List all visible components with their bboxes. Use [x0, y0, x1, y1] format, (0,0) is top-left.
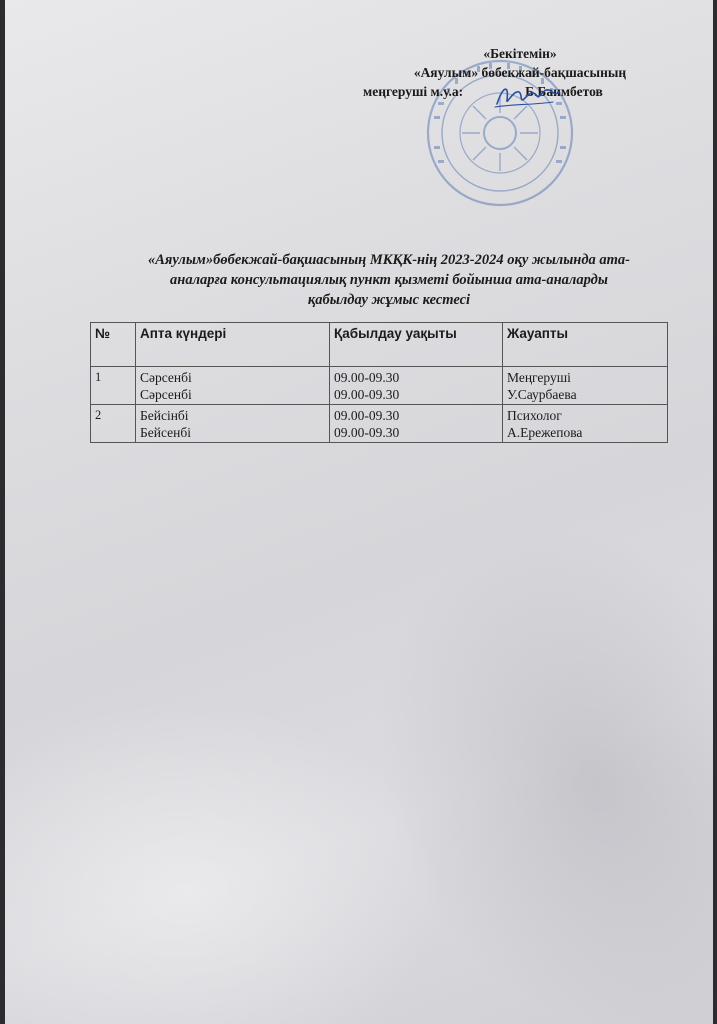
header-week-days: Апта күндері [136, 323, 330, 367]
schedule-table [90, 322, 668, 443]
row-number: 2 [91, 405, 136, 443]
document-title [100, 250, 678, 310]
header-number: № [91, 323, 136, 367]
approval-position: меңгеруші м.у.а: [363, 84, 464, 99]
header-reception-time: Қабылдау уақыты [330, 323, 503, 367]
table-row [91, 367, 668, 405]
day-value: Сәрсенбі [140, 387, 192, 402]
responsible-name: А.Ережепова [507, 425, 583, 440]
approval-heading: «Бекітемін» [483, 46, 557, 61]
row-days [136, 367, 330, 405]
day-value: Бейсінбі [140, 408, 189, 423]
paper-highlight [5, 700, 445, 1024]
responsible-name: У.Саурбаева [507, 387, 577, 402]
responsible-role: Психолог [507, 408, 562, 423]
header-responsible: Жауапты [503, 323, 668, 367]
row-responsible [503, 367, 668, 405]
approval-name: Б.Баимбетов [525, 84, 603, 99]
document-page [5, 0, 713, 1024]
time-value: 09.00-09.30 [334, 387, 400, 402]
time-value: 09.00-09.30 [334, 425, 400, 440]
approval-organization: «Аяулым» бөбекжай-бақшасының [413, 65, 627, 80]
row-number: 1 [91, 367, 136, 405]
row-times [330, 367, 503, 405]
table-header-row [91, 323, 668, 367]
day-value: Сәрсенбі [140, 370, 192, 385]
day-value: Бейсенбі [140, 425, 191, 440]
responsible-role: Меңгеруші [507, 370, 571, 385]
row-responsible [503, 405, 668, 443]
row-days [136, 405, 330, 443]
title-line-3: қабылдау жұмыс кестесі [307, 292, 471, 308]
handwritten-signature-icon [493, 80, 563, 112]
time-value: 09.00-09.30 [334, 408, 400, 423]
row-times [330, 405, 503, 443]
time-value: 09.00-09.30 [334, 370, 400, 385]
table-row [91, 405, 668, 443]
title-line-2: аналарға консультациялық пункт қызметі бойынша ата-аналарды [170, 272, 608, 288]
title-line-1: «Аяулым»бөбекжай-бақшасының МКҚК-нің 2023-2024 оқу жылында ата- [147, 252, 631, 268]
